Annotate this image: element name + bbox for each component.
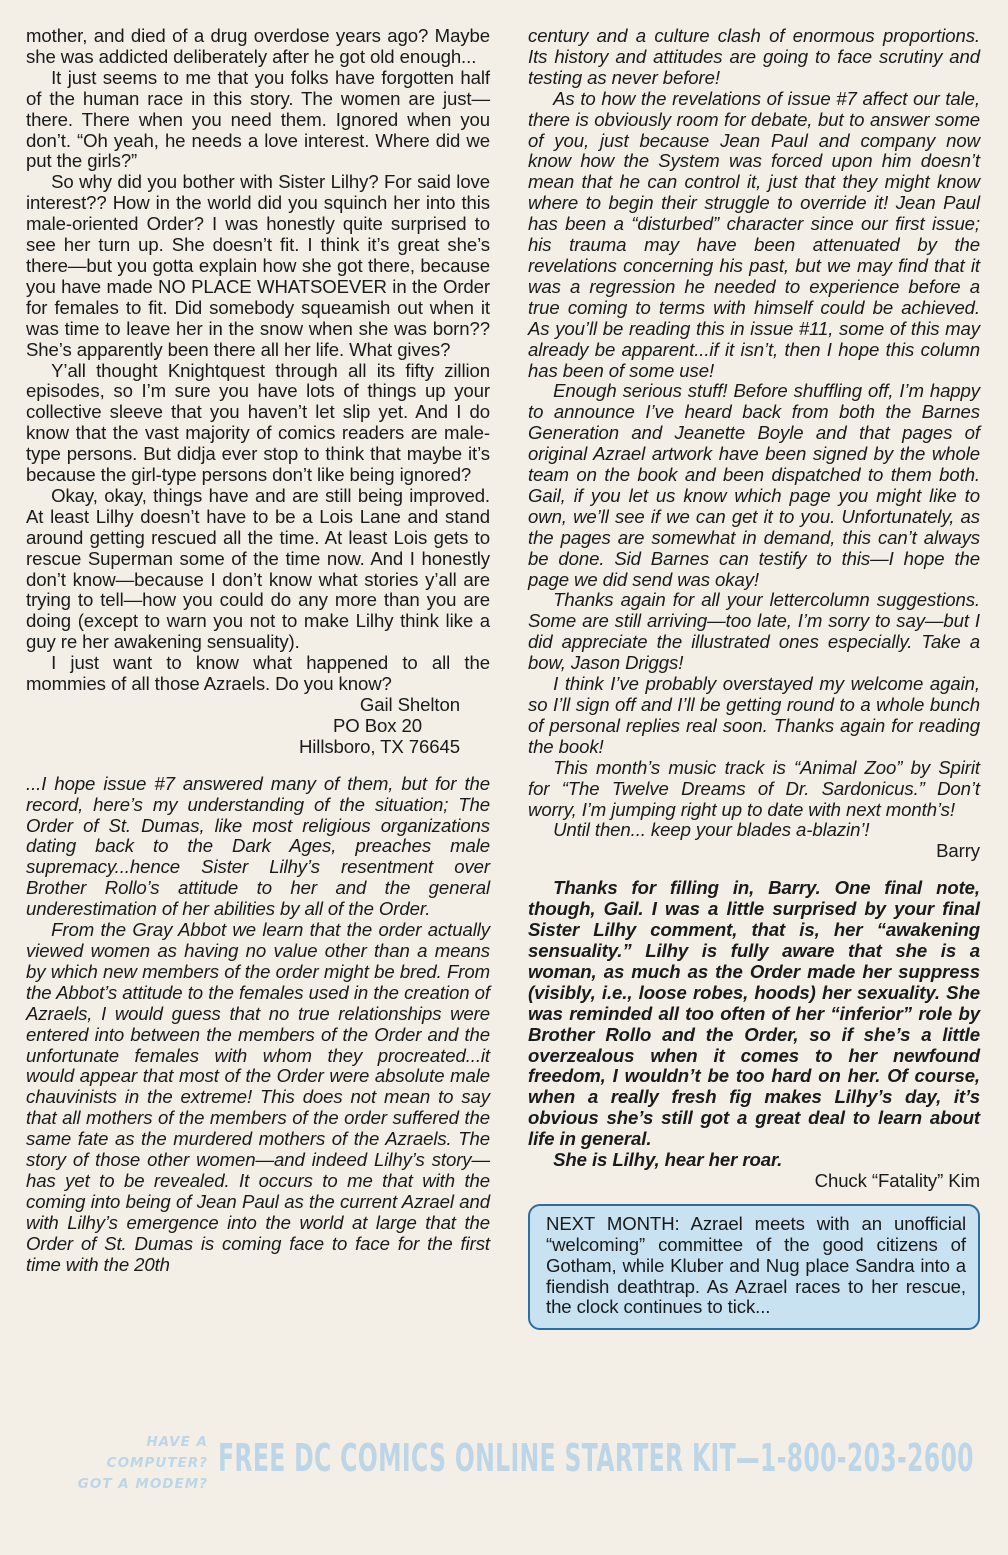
reply-paragraph: Enough serious stuff! Before shuffling off, I’m happy to announce I’ve heard back from both the Barnes Generation and Jeanette Boyle and that pages of original Azrael artwork have been signed by the whole team on the book and been dispatched to them both. Gail, if you let us know which page you might like to own, we’ll see if we can get it to you. Unfortunately, as the pages are somewhat in demand, this can’t always be done. Sid Barnes can testify to this—I hope the page we did send was okay!: [528, 380, 980, 590]
next-month-text: NEXT MONTH: Azrael meets with an unofficial “welcoming” committee of the good citizens of Gotham, while Kluber and Nug place Sandra into a fiendish deathtrap. As Azrael races to her rescue, the clock continues to tick...: [546, 1212, 966, 1318]
signature-name: Gail Shelton: [359, 694, 460, 715]
reply-paragraph: century and a culture clash of enormous proportions. Its history and attitudes are going to face scrutiny and testing as never before!: [528, 25, 980, 88]
reply-paragraph: Until then... keep your blades a-blazin’!: [553, 819, 870, 841]
reply-paragraph: This month’s music track is “Animal Zoo” by Spirit for “The Twelve Dreams of Dr. Sardonicus.” Don’t worry, I’m jumping right up to date with next month’s!: [528, 756, 980, 820]
left-column: [26, 26, 490, 1275]
reply-paragraph: As to how the revelations of issue #7 affect our tale, there is obviously room for debate, but to answer some of you, just because Jean Paul and company now know how the System was forced upon him doesn’t mean that he can control it, just that they might know where to begin their struggle to override it! Jean Paul has been a “disturbed” character since our first issue; his trauma may have been attenuated by the revelations concerning his past, but we may find that it was a regression he needed to experience before a true coming to terms with himself could be achieved. As you’ll be reading this in issue #11, some of this may already be apparent...if it isn’t, then I hope this column has been of some use!: [528, 87, 980, 381]
spacer: [26, 758, 490, 774]
next-month-box: [528, 1204, 980, 1331]
editor-signature: Chuck “Fatality” Kim: [814, 1169, 980, 1191]
letter-paragraph: I just want to know what happened to all the mommies of all those Azraels. Do you know?: [26, 652, 490, 695]
promo-line-modem: GOT A MODEM?: [77, 1476, 208, 1492]
editor-paragraph: She is Lilhy, hear her roar.: [553, 1149, 783, 1171]
letter-signature: [26, 695, 490, 758]
reply-paragraph: ...I hope issue #7 answered many of them, but for the record, here’s my understanding of the situation; The Order of St. Dumas, like most religious organizations dating back to the Dark Ages, preaches male supremacy...hence Sister Lilhy’s resentment over Brother Rollo’s attitude to her and the general underestimation of her abilities by all of the Order.: [26, 772, 490, 920]
signature-address-line2: Hillsboro, TX 76645: [298, 735, 460, 757]
letter-paragraph: Y’all thought Knightquest through all its fifty zillion episodes, so I’m sure you have lots of things up your collective sleeve that you haven’t let slip yet. And I do know that the vast majority of comics readers are male-type persons. But didja ever stop to think that maybe it’s because the girl-type persons don’t like being ignored?: [26, 359, 490, 486]
letter-paragraph: mother, and died of a drug overdose years ago? Maybe she was addicted deliberately after he got old enough...: [26, 25, 490, 67]
letter-paragraph: Okay, okay, things have and are still being improved. At least Lilhy doesn’t have to be a Lois Lane and stand around getting rescued all the time. At least Lois gets to rescue Superman some of the time now. And I honestly don’t know—because I don’t know what stories y’all are trying to tell—how you could do any more than you are doing (except to warn you not to make Lilhy think like a guy re her awakening sensuality).: [26, 484, 490, 653]
right-column: [528, 26, 980, 1330]
reply-paragraph: From the Gray Abbot we learn that the order actually viewed women as having no value other than a means by which new members of the order might be bred. From the Abbot’s attitude to the females used in the creation of Azraels, I would guess that no true relationships were entered into between the members of the Order and the unfortunate females with whom they procreated...it would appear that most of the Order were absolute male chauvinists in the extreme! This does not mean to say that all mothers of the members of the order suffered the same fate as the murdered mothers of the Azraels. The story of those other women—and indeed Lilhy’s story—has yet to be revealed. It occurs to me that with the coming into being of Jean Paul as the current Azrael and with Lilhy’s emergence into the world at large that the Order of St. Dumas is coming face to face for the first time with the 20th: [26, 919, 490, 1275]
letter-paragraph: So why did you bother with Sister Lilhy? For said love interest?? How in the world did you squinch her into this male-oriented Order? I was honestly quite surprised to see her turn up. She doesn’t fit. I think it’s great she’s there—but you gotta explain how she got there, because you have made NO PLACE WHATSOEVER in the Order for females to fit. Did somebody squeamish out when it was time to leave her in the snow when she was born?? She’s apparently been there all her life. What gives?: [26, 171, 490, 360]
promo-banner: [58, 1432, 974, 1492]
letter-paragraph: It just seems to me that you folks have forgotten half of the human race in this story. The women are just—there. There when you need them. Ignored when you don’t. “Oh yeah, he needs a love interest. Where did we put the girls?”: [26, 66, 490, 172]
promo-line-computer: HAVE A COMPUTER?: [106, 1434, 208, 1471]
promo-banner-offer: FREE DC COMICS ONLINE STARTER KIT—1-800-203-2600: [218, 1436, 974, 1480]
reply-signature: Barry: [936, 840, 980, 862]
signature-address-line1: PO Box 20: [332, 714, 422, 736]
spacer: [528, 862, 980, 878]
reply-paragraph: I think I’ve probably overstayed my welcome again, so I’ll sign off and I’ll be getting round to a whole bunch of personal replies real soon. Thanks again for reading the book!: [528, 673, 980, 757]
promo-banner-question: [58, 1432, 208, 1495]
editor-paragraph: Thanks for filling in, Barry. One final note, though, Gail. I was a little surprised by your final Sister Lilhy comment, that is, her “awakening sensuality.” Lilhy is fully aware that she is a woman, as much as the Order made her suppress (visibly, i.e., loose robes, hoods) her sexuality. She was reminded all too often of her “inferior” role by Brother Rollo and the Order, so if she’s a little overzealous when it comes to her newfound freedom, I wouldn’t be too hard on her. Of course, when a really fresh fig makes Lilhy’s day, it’s obvious she’s still got a great deal to learn about life in general.: [528, 877, 980, 1150]
reply-paragraph: Thanks again for all your lettercolumn suggestions. Some are still arriving—too late, I’m sorry to say—but I did appreciate the illustrated ones especially. Take a bow, Jason Driggs!: [528, 589, 980, 674]
